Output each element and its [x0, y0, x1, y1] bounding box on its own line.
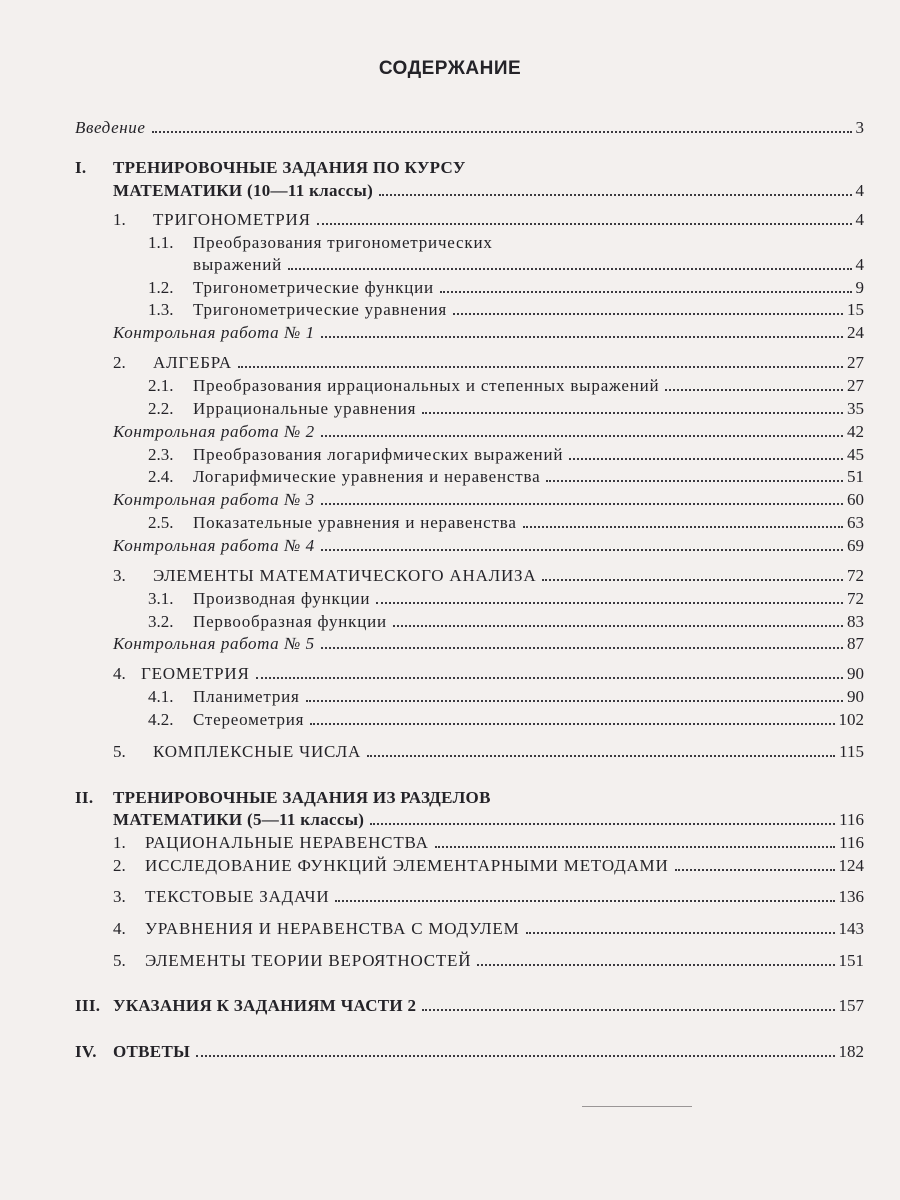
dot-leader: [152, 131, 852, 133]
section-number: 2.: [113, 353, 126, 372]
subsection-title: Иррациональные уравнения: [193, 399, 417, 418]
subsection-number: 4.2.: [148, 710, 174, 729]
footer-rule: [582, 1106, 692, 1107]
dot-leader: [526, 932, 835, 934]
subsection-number: 2.2.: [148, 399, 174, 418]
subsection-title-line2: выражений: [193, 255, 283, 274]
dot-leader: [453, 313, 843, 315]
dot-leader: [238, 366, 843, 368]
toc-entry-intro: [75, 118, 864, 138]
section-title: РАЦИОНАЛЬНЫЕ НЕРАВЕНСТВА: [145, 833, 429, 852]
toc-entry-subsection: [148, 300, 864, 320]
dot-leader: [422, 1009, 834, 1011]
part-title-line1: ТРЕНИРОВОЧНЫЕ ЗАДАНИЯ ПО КУРСУ: [113, 158, 466, 177]
toc-page-number: 4: [855, 255, 864, 274]
subsection-number: 2.5.: [148, 513, 174, 532]
toc-entry-subsection: [148, 467, 864, 487]
subsection-number: 3.2.: [148, 612, 174, 631]
toc-page-number: 24: [847, 323, 864, 342]
dot-leader: [435, 846, 835, 848]
section-title: ТЕКСТОВЫЕ ЗАДАЧИ: [145, 887, 330, 906]
part-title-line2: МАТЕМАТИКИ (10—11 классы): [113, 181, 374, 200]
toc-entry-text: Введение: [75, 118, 146, 137]
toc-entry-test: [113, 536, 864, 556]
section-title: ТРИГОНОМЕТРИЯ: [153, 210, 311, 229]
section-title: ГЕОМЕТРИЯ: [141, 664, 250, 683]
toc-page-number: 35: [847, 399, 864, 418]
toc-entry-subsection: [148, 589, 864, 609]
test-title: Контрольная работа № 5: [113, 634, 315, 653]
section-number: 3.: [113, 887, 126, 906]
toc-entry-part2: [113, 810, 864, 830]
subsection-title: Тригонометрические функции: [193, 278, 434, 297]
subsection-number: 1.1.: [148, 233, 174, 252]
toc-page-number: 90: [847, 664, 864, 683]
dot-leader: [523, 526, 843, 528]
toc-entry-section: [113, 566, 864, 586]
section-number: 5.: [113, 742, 126, 761]
subsection-number: 3.1.: [148, 589, 174, 608]
test-title: Контрольная работа № 2: [113, 422, 315, 441]
toc-entry-section: [113, 664, 864, 684]
section-title: АЛГЕБРА: [153, 353, 232, 372]
toc-entry-subsection: [148, 612, 864, 632]
dot-leader: [675, 869, 835, 871]
toc-entry-test: [113, 490, 864, 510]
toc-entry-subsection: [148, 376, 864, 396]
dot-leader: [393, 625, 843, 627]
toc-page-number: 27: [847, 353, 864, 372]
dot-leader: [379, 194, 851, 196]
toc-page-number: 4: [855, 181, 864, 200]
test-title: Контрольная работа № 1: [113, 323, 315, 342]
toc-page-number: 45: [847, 445, 864, 464]
dot-leader: [256, 677, 843, 679]
subsection-number: 1.2.: [148, 278, 174, 297]
toc-page-number: 3: [855, 118, 864, 137]
subsection-number: 2.4.: [148, 467, 174, 486]
dot-leader: [440, 291, 852, 293]
dot-leader: [665, 389, 843, 391]
toc-entry-section: [113, 887, 864, 907]
toc-entry-subsection: [148, 399, 864, 419]
toc-entry-section: [113, 919, 864, 939]
toc-entry-part1: [113, 181, 864, 201]
toc-page-number: 51: [847, 467, 864, 486]
dot-leader: [546, 480, 843, 482]
dot-leader: [477, 964, 834, 966]
toc-page-number: 72: [847, 589, 864, 608]
dot-leader: [196, 1055, 834, 1057]
dot-leader: [321, 647, 843, 649]
toc-page-number: 182: [838, 1042, 864, 1061]
toc-page-number: 15: [847, 300, 864, 319]
test-title: Контрольная работа № 4: [113, 536, 315, 555]
toc-page-number: 87: [847, 634, 864, 653]
part-number: III.: [75, 996, 101, 1015]
toc-page-number: 151: [838, 951, 864, 970]
toc-entry-subsection: [148, 687, 864, 707]
subsection-title: Первообразная функции: [193, 612, 387, 631]
toc-page-number: 116: [839, 833, 864, 852]
section-number: 3.: [113, 566, 126, 585]
dot-leader: [542, 579, 843, 581]
toc-page-number: 9: [855, 278, 864, 297]
dot-leader: [306, 700, 843, 702]
subsection-title: Тригонометрические уравнения: [193, 300, 448, 319]
toc-entry-subsection: [148, 445, 864, 465]
dot-leader: [310, 723, 834, 725]
part-title: ОТВЕТЫ: [113, 1042, 191, 1061]
subsection-title: Производная функции: [193, 589, 371, 608]
toc-entry-subsection: [193, 255, 864, 275]
toc-page-number: 4: [855, 210, 864, 229]
toc-entry-section: [113, 951, 864, 971]
dot-leader: [321, 435, 843, 437]
toc-page-number: 90: [847, 687, 864, 706]
subsection-title: Логарифмические уравнения и неравенства: [193, 467, 541, 486]
test-title: Контрольная работа № 3: [113, 490, 315, 509]
subsection-title: Преобразования логарифмических выражений: [193, 445, 564, 464]
subsection-number: 2.3.: [148, 445, 174, 464]
toc-page-number: 115: [839, 742, 864, 761]
part-title-line2: МАТЕМАТИКИ (5—11 классы): [113, 810, 365, 829]
section-number: 1.: [113, 833, 126, 852]
dot-leader: [288, 268, 851, 270]
toc-entry-test: [113, 634, 864, 654]
subsection-number: 2.1.: [148, 376, 174, 395]
toc-page-number: 124: [838, 856, 864, 875]
dot-leader: [370, 823, 835, 825]
subsection-title: Планиметрия: [193, 687, 300, 706]
toc-page-number: 83: [847, 612, 864, 631]
toc-page-number: 102: [838, 710, 864, 729]
dot-leader: [321, 503, 843, 505]
dot-leader: [321, 549, 843, 551]
toc-page-number: 116: [839, 810, 864, 829]
toc-entry-subsection: [148, 710, 864, 730]
toc-entry-section: [113, 856, 864, 876]
subsection-title: Показательные уравнения и неравенства: [193, 513, 517, 532]
dot-leader: [376, 602, 843, 604]
part-number: I.: [75, 158, 87, 177]
section-title: ИССЛЕДОВАНИЕ ФУНКЦИЙ ЭЛЕМЕНТАРНЫМИ МЕТОДАМИ: [145, 856, 669, 875]
subsection-title-line1: Преобразования тригонометрических: [193, 233, 493, 252]
toc-entry-section: [113, 742, 864, 762]
toc-entry-subsection: [148, 278, 864, 298]
section-title: ЭЛЕМЕНТЫ МАТЕМАТИЧЕСКОГО АНАЛИЗА: [153, 566, 537, 585]
dot-leader: [367, 755, 835, 757]
toc-page-number: 27: [847, 376, 864, 395]
toc-entry-test: [113, 323, 864, 343]
part-number: II.: [75, 788, 94, 807]
toc-page-number: 69: [847, 536, 864, 555]
subsection-number: 1.3.: [148, 300, 174, 319]
toc-entry-part4: [75, 1042, 864, 1062]
section-title: УРАВНЕНИЯ И НЕРАВЕНСТВА С МОДУЛЕМ: [145, 919, 520, 938]
toc-entry-part3: [75, 996, 864, 1016]
section-title: ЭЛЕМЕНТЫ ТЕОРИИ ВЕРОЯТНОСТЕЙ: [145, 951, 472, 970]
subsection-title: Стереометрия: [193, 710, 305, 729]
section-number: 4.: [113, 664, 126, 683]
subsection-title: Преобразования иррациональных и степенных выражений: [193, 376, 660, 395]
toc-entry-subsection: [148, 513, 864, 533]
toc-entry-section: [113, 210, 864, 230]
toc-entry-section: [113, 353, 864, 373]
part-title: УКАЗАНИЯ К ЗАДАНИЯМ ЧАСТИ 2: [113, 996, 417, 1015]
toc-entry-test: [113, 422, 864, 442]
toc-page-number: 72: [847, 566, 864, 585]
page-title: СОДЕРЖАНИЕ: [378, 58, 522, 79]
section-number: 5.: [113, 951, 126, 970]
subsection-number: 4.1.: [148, 687, 174, 706]
part-number: IV.: [75, 1042, 97, 1061]
toc-entry-section: [113, 833, 864, 853]
section-number: 1.: [113, 210, 126, 229]
dot-leader: [422, 412, 843, 414]
dot-leader: [321, 336, 843, 338]
dot-leader: [317, 223, 852, 225]
section-number: 2.: [113, 856, 126, 875]
section-title: КОМПЛЕКСНЫЕ ЧИСЛА: [153, 742, 362, 761]
dot-leader: [569, 458, 843, 460]
part-title-line1: ТРЕНИРОВОЧНЫЕ ЗАДАНИЯ ИЗ РАЗДЕЛОВ: [113, 788, 491, 807]
dot-leader: [335, 900, 834, 902]
section-number: 4.: [113, 919, 126, 938]
toc-page-number: 143: [838, 919, 864, 938]
toc-page-number: 60: [847, 490, 864, 509]
toc-page-number: 136: [838, 887, 864, 906]
toc-page-number: 63: [847, 513, 864, 532]
toc-page-number: 157: [838, 996, 864, 1015]
toc-page-number: 42: [847, 422, 864, 441]
